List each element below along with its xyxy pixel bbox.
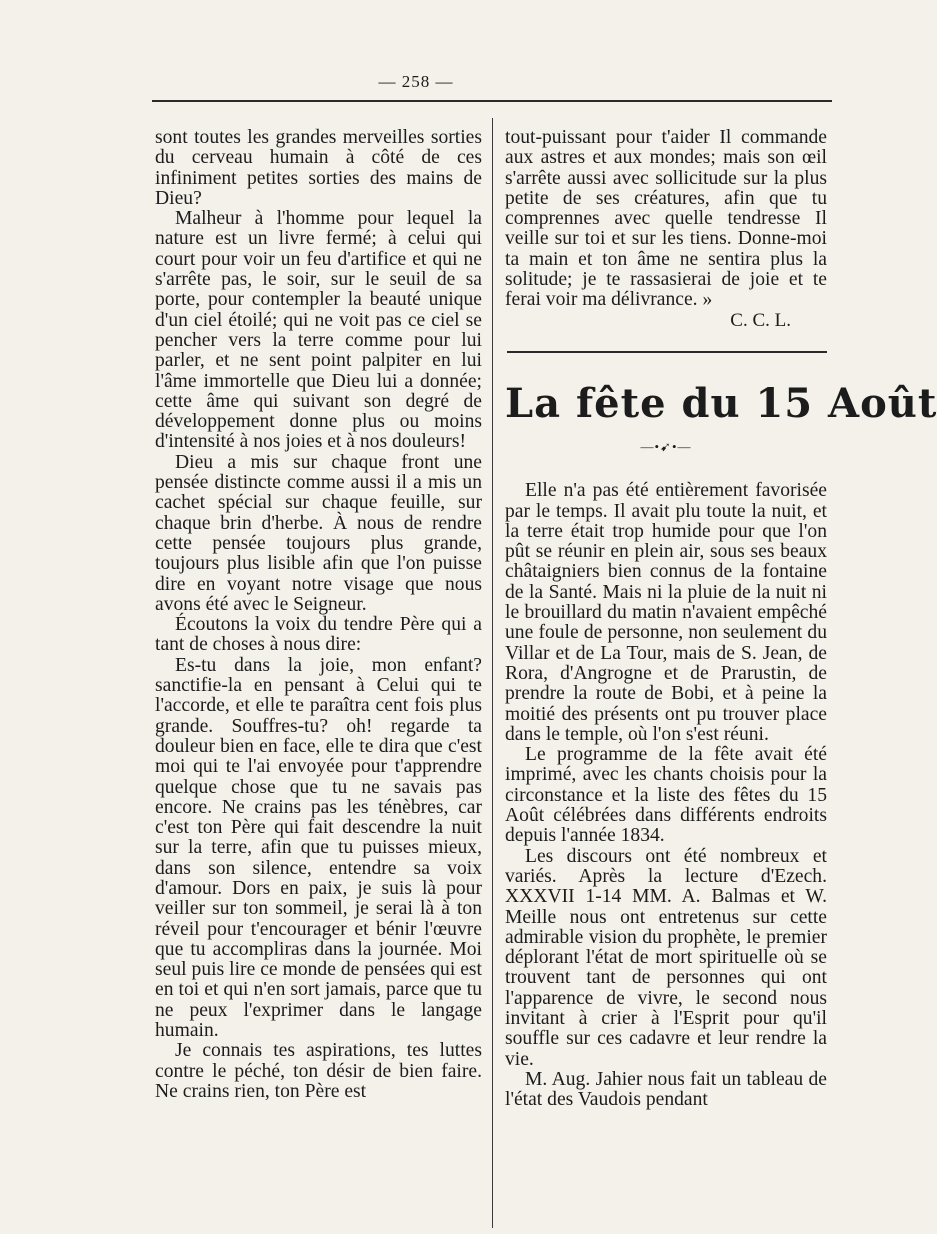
article-headline: La fête du 15 Août [505,379,937,427]
author-signature: C. C. L. [730,309,791,331]
column-divider [492,118,493,1228]
section-rule [507,351,827,353]
paragraph: Malheur à l'homme pour lequel la nature est un livre fermé; à celui qui court pour voir un feu d'artifice et qui ne s'arrête pas, le soir, sur le seuil de sa porte, pour contempler la beauté unique d'un ciel étoilé; qui ne voit pas ce ciel se pencher vers la terre comme pour lui parler, et ne sent point palpiter en lui l'âme immortelle que Dieu lui a donnée; cette âme qui suivant son degré de développement donne plus ou moins d'intensité à nos joies et à nos douleurs! [155,208,482,453]
paragraph: Le programme de la fête avait été imprimé, avec les chants choisis pour la circonstance et la liste des fêtes du 15 Août célébrées dans différents endroits depuis l'année 1834. [505,744,827,847]
paragraph: sont toutes les grandes merveilles sorties du cerveau humain à côté de ces infiniment petites sorties des mains de Dieu? [155,127,482,209]
paragraph: tout-puissant pour t'aider Il commande aux astres et aux mondes; mais son œil s'arrête aussi avec sollicitude sur la plus petite de ses créatures, afin que tu comprennes avec quelle tendresse Il veille sur toi et sur les tiens. Donne-moi ta main et ton âme ne sentira plus la solitude; je te rassasierai de joie et te ferai voir ma délivrance. » [505,127,827,311]
left-column [155,128,482,1102]
ornament-divider: —•➹•— [640,438,692,454]
paragraph: M. Aug. Jahier nous fait un tableau de l'état des Vaudois pendant [505,1068,827,1111]
header-rule [152,100,832,102]
paragraph: Es-tu dans la joie, mon enfant? sanctifie-la en pensant à Celui qui te l'accorde, et elle te paraîtra cent fois plus grande. Souffres-tu? oh! regarde ta douleur bien en face, elle te dira que c'est moi qui te l'ai envoyée pour t'apprendre quelque chose que tu ne savais pas encore. Ne crains pas les ténèbres, car c'est ton Père qui fait descendre la nuit sur la terre, afin que tu puisses mieux, dans son silence, entendre sa voix d'amour. Dors en paix, je suis là pour veiller sur ton sommeil, je serai là à ton réveil pour t'encourager et bénir l'œuvre que tu accompliras dans la journée. Moi seul puis lire ce monde de pensées qui est en toi et qui n'en sort jamais, parce que tu ne peux l'exprimer dans le langage humain. [155,654,482,1042]
paragraph: Les discours ont été nombreux et variés. Après la lecture d'Ezech. XXXVII 1-14 MM. A. Balmas et W. Meille nous ont entretenus sur cette admirable vision du prophète, le premier déplorant l'état de mort spirituelle où se trouvent tant de personnes qui ont l'apparence de vivre, le second nous invitant à crier à l'Esprit pour qu'il souffle sur ces cadavre et leur rendre la vie. [505,845,827,1070]
paragraph: Je connais tes aspirations, tes luttes contre le péché, ton désir de bien faire. Ne crains rien, ton Père est [155,1040,482,1102]
paragraph: Écoutons la voix du tendre Père qui a tant de choses à nous dire: [155,614,482,656]
paragraph: Elle n'a pas été entièrement favorisée par le temps. Il avait plu toute la nuit, et la terre était trop humide pour que l'on pût se réunir en plein air, sous ses beaux châtaigniers bien connus de la fontaine de la Santé. Mais ni la pluie de la nuit ni le brouillard du matin n'avaient empêché une foule de personne, non seulement du Villar et de La Tour, mais de S. Jean, de Rora, d'Angrogne et de Prarustin, de prendre la route de Bobi, et à peine la moitié des présents ont pu trouver place dans le temple, où l'on s'est réuni. [505,480,827,745]
paragraph: Dieu a mis sur chaque front une pensée distincte comme aussi il a mis un cachet spécial sur chaque feuille, sur chaque brin d'herbe. À nous de rendre cette pensée toujours plus grande, toujours plus lisible afin que l'on puisse dire en voyant notre visage que nous avons été avec le Seigneur. [155,451,482,615]
right-column [505,127,937,1111]
page-number: — 258 — [378,72,454,91]
